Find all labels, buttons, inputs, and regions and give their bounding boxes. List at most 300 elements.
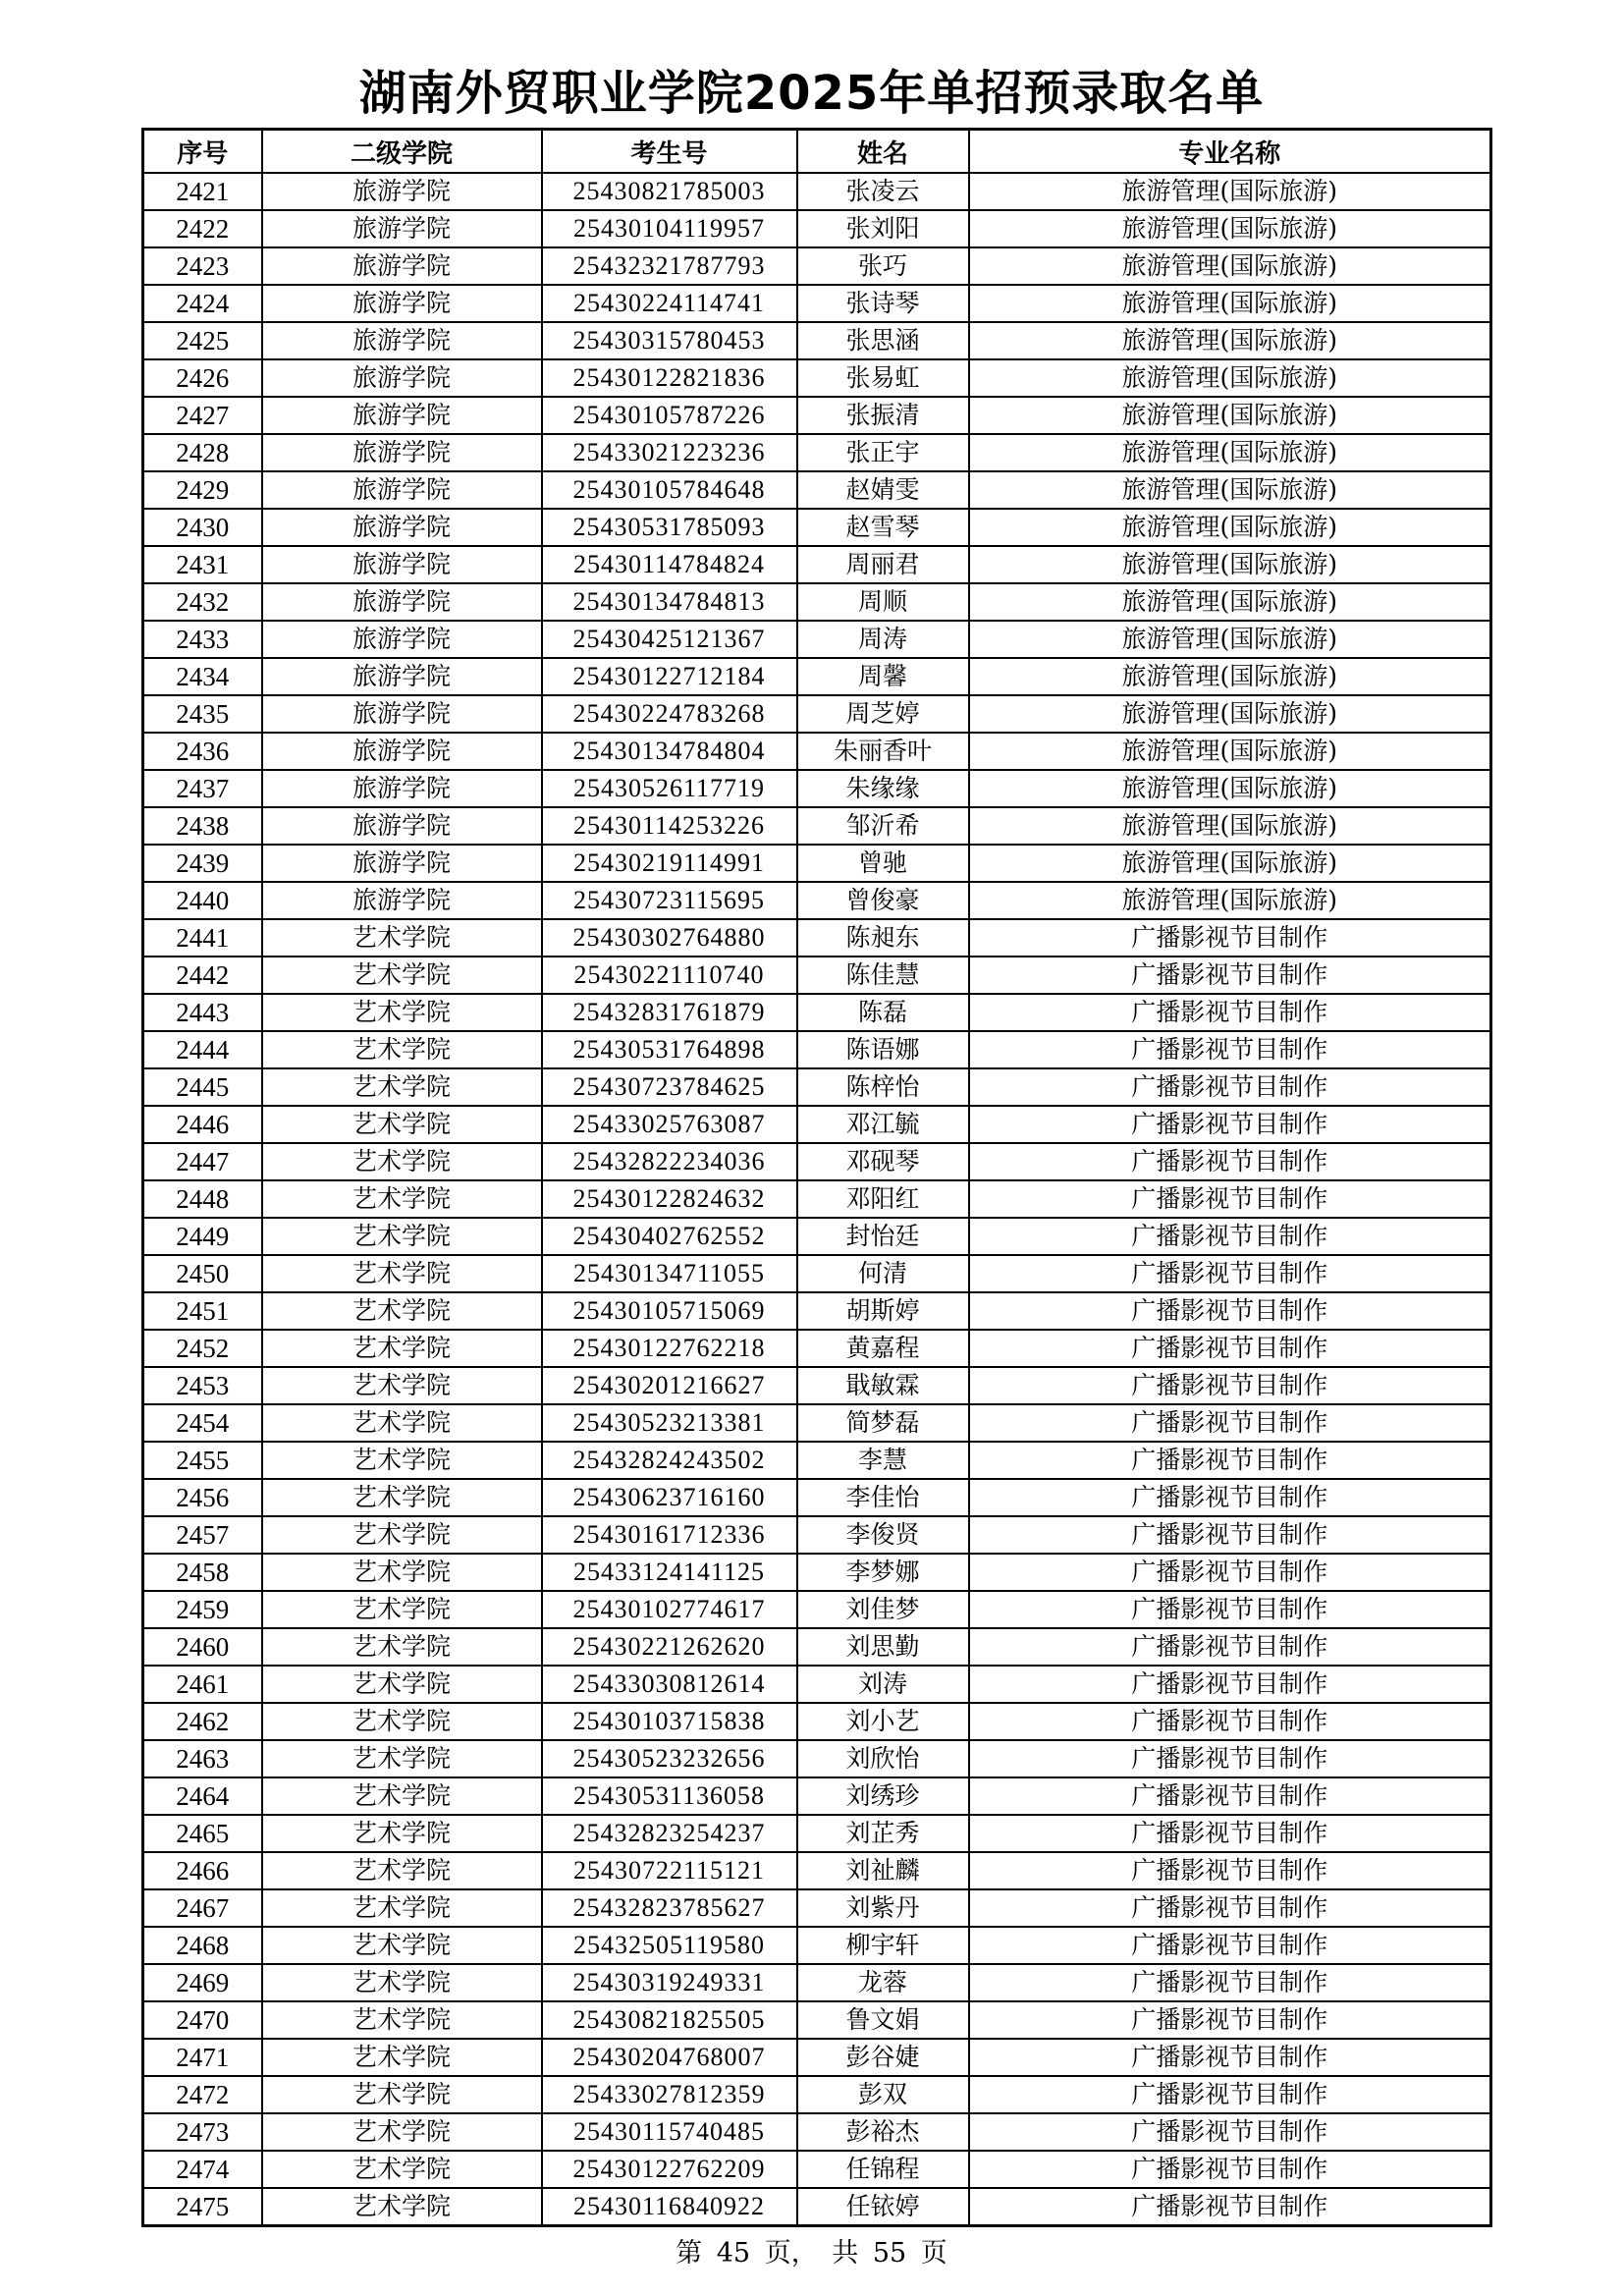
major-cell: 广播影视节目制作 xyxy=(969,2001,1491,2039)
college-cell: 艺术学院 xyxy=(262,919,542,957)
name-cell: 张振清 xyxy=(797,397,969,434)
college-cell: 艺术学院 xyxy=(262,1143,542,1180)
exam-id-cell: 25430122762209 xyxy=(542,2151,797,2188)
college-cell: 旅游学院 xyxy=(262,247,542,285)
college-cell: 艺术学院 xyxy=(262,2001,542,2039)
seq-cell: 2425 xyxy=(143,322,262,359)
major-cell: 旅游管理(国际旅游) xyxy=(969,322,1491,359)
college-cell: 艺术学院 xyxy=(262,1703,542,1740)
exam-id-cell: 25433021223236 xyxy=(542,434,797,471)
seq-cell: 2475 xyxy=(143,2188,262,2226)
table-row xyxy=(143,994,1491,1031)
name-cell: 张刘阳 xyxy=(797,210,969,247)
college-cell: 艺术学院 xyxy=(262,1815,542,1852)
exam-id-cell: 25430723115695 xyxy=(542,882,797,919)
major-cell: 广播影视节目制作 xyxy=(969,1218,1491,1255)
exam-id-cell: 25430219114991 xyxy=(542,845,797,882)
table-row xyxy=(143,845,1491,882)
table-row xyxy=(143,1852,1491,1889)
college-cell: 旅游学院 xyxy=(262,509,542,546)
exam-id-cell: 25430821825505 xyxy=(542,2001,797,2039)
exam-id-cell: 25430302764880 xyxy=(542,919,797,957)
name-cell: 周涛 xyxy=(797,621,969,658)
major-cell: 广播影视节目制作 xyxy=(969,1068,1491,1106)
seq-cell: 2457 xyxy=(143,1516,262,1554)
name-cell: 刘欣怡 xyxy=(797,1740,969,1777)
major-cell: 旅游管理(国际旅游) xyxy=(969,658,1491,695)
major-cell: 广播影视节目制作 xyxy=(969,919,1491,957)
major-cell: 旅游管理(国际旅游) xyxy=(969,509,1491,546)
table-row xyxy=(143,770,1491,807)
college-cell: 旅游学院 xyxy=(262,434,542,471)
exam-id-cell: 25432321787793 xyxy=(542,247,797,285)
name-cell: 曾驰 xyxy=(797,845,969,882)
major-cell: 广播影视节目制作 xyxy=(969,2188,1491,2226)
college-cell: 旅游学院 xyxy=(262,173,542,210)
table-row xyxy=(143,1964,1491,2001)
college-cell: 艺术学院 xyxy=(262,1591,542,1628)
exam-id-cell: 25430161712336 xyxy=(542,1516,797,1554)
college-cell: 旅游学院 xyxy=(262,471,542,509)
name-cell: 张凌云 xyxy=(797,173,969,210)
exam-id-cell: 25430531764898 xyxy=(542,1031,797,1068)
table-row xyxy=(143,919,1491,957)
table-row xyxy=(143,1255,1491,1292)
seq-cell: 2460 xyxy=(143,1628,262,1666)
exam-id-cell: 25432822234036 xyxy=(542,1143,797,1180)
exam-id-cell: 25432824243502 xyxy=(542,1442,797,1479)
table-row xyxy=(143,1404,1491,1442)
major-cell: 广播影视节目制作 xyxy=(969,1554,1491,1591)
exam-id-cell: 25432505119580 xyxy=(542,1927,797,1964)
name-cell: 邹沂希 xyxy=(797,807,969,845)
major-cell: 广播影视节目制作 xyxy=(969,1143,1491,1180)
exam-id-cell: 25430221262620 xyxy=(542,1628,797,1666)
table-row xyxy=(143,1106,1491,1143)
seq-cell: 2464 xyxy=(143,1777,262,1815)
major-cell: 旅游管理(国际旅游) xyxy=(969,733,1491,770)
college-cell: 旅游学院 xyxy=(262,359,542,397)
name-cell: 戢敏霖 xyxy=(797,1367,969,1404)
table-row xyxy=(143,733,1491,770)
seq-cell: 2458 xyxy=(143,1554,262,1591)
table-row xyxy=(143,2113,1491,2151)
major-cell: 广播影视节目制作 xyxy=(969,1628,1491,1666)
major-cell: 广播影视节目制作 xyxy=(969,1964,1491,2001)
major-cell: 广播影视节目制作 xyxy=(969,1106,1491,1143)
name-cell: 陈磊 xyxy=(797,994,969,1031)
seq-cell: 2467 xyxy=(143,1889,262,1927)
table-row xyxy=(143,957,1491,994)
seq-cell: 2446 xyxy=(143,1106,262,1143)
name-cell: 李佳怡 xyxy=(797,1479,969,1516)
seq-cell: 2436 xyxy=(143,733,262,770)
major-cell: 广播影视节目制作 xyxy=(969,1330,1491,1367)
major-cell: 广播影视节目制作 xyxy=(969,1927,1491,1964)
name-cell: 李慧 xyxy=(797,1442,969,1479)
major-cell: 旅游管理(国际旅游) xyxy=(969,210,1491,247)
name-cell: 彭谷婕 xyxy=(797,2039,969,2076)
college-cell: 艺术学院 xyxy=(262,1068,542,1106)
name-cell: 刘小艺 xyxy=(797,1703,969,1740)
seq-cell: 2423 xyxy=(143,247,262,285)
name-cell: 陈语娜 xyxy=(797,1031,969,1068)
college-cell: 艺术学院 xyxy=(262,1777,542,1815)
exam-id-cell: 25430122762218 xyxy=(542,1330,797,1367)
name-cell: 刘祉麟 xyxy=(797,1852,969,1889)
table-row xyxy=(143,658,1491,695)
college-cell: 艺术学院 xyxy=(262,1889,542,1927)
seq-cell: 2426 xyxy=(143,359,262,397)
college-cell: 艺术学院 xyxy=(262,1404,542,1442)
table-row xyxy=(143,1367,1491,1404)
table-row xyxy=(143,1703,1491,1740)
exam-id-cell: 25430315780453 xyxy=(542,322,797,359)
table-row xyxy=(143,509,1491,546)
major-cell: 广播影视节目制作 xyxy=(969,1889,1491,1927)
college-cell: 艺术学院 xyxy=(262,1740,542,1777)
exam-id-cell: 25430134784804 xyxy=(542,733,797,770)
seq-cell: 2440 xyxy=(143,882,262,919)
seq-cell: 2445 xyxy=(143,1068,262,1106)
exam-id-cell: 25430523232656 xyxy=(542,1740,797,1777)
name-cell: 赵雪琴 xyxy=(797,509,969,546)
college-cell: 艺术学院 xyxy=(262,1479,542,1516)
table-row xyxy=(143,882,1491,919)
table-row xyxy=(143,1516,1491,1554)
table-row xyxy=(143,173,1491,210)
exam-id-cell: 25430224114741 xyxy=(542,285,797,322)
table-row xyxy=(143,359,1491,397)
table-row xyxy=(143,1740,1491,1777)
exam-id-cell: 25430116840922 xyxy=(542,2188,797,2226)
college-cell: 艺术学院 xyxy=(262,1031,542,1068)
table-row xyxy=(143,1777,1491,1815)
college-cell: 旅游学院 xyxy=(262,210,542,247)
name-cell: 任锦程 xyxy=(797,2151,969,2188)
major-cell: 旅游管理(国际旅游) xyxy=(969,770,1491,807)
table-body xyxy=(143,173,1491,2226)
exam-id-cell: 25432823254237 xyxy=(542,1815,797,1852)
college-cell: 艺术学院 xyxy=(262,1255,542,1292)
seq-cell: 2466 xyxy=(143,1852,262,1889)
college-cell: 艺术学院 xyxy=(262,957,542,994)
name-cell: 黄嘉程 xyxy=(797,1330,969,1367)
major-cell: 广播影视节目制作 xyxy=(969,1852,1491,1889)
exam-id-cell: 25430204768007 xyxy=(542,2039,797,2076)
major-cell: 旅游管理(国际旅游) xyxy=(969,173,1491,210)
name-cell: 张巧 xyxy=(797,247,969,285)
seq-cell: 2434 xyxy=(143,658,262,695)
seq-cell: 2462 xyxy=(143,1703,262,1740)
exam-id-cell: 25432823785627 xyxy=(542,1889,797,1927)
college-cell: 旅游学院 xyxy=(262,770,542,807)
college-cell: 艺术学院 xyxy=(262,1330,542,1367)
major-cell: 广播影视节目制作 xyxy=(969,2076,1491,2113)
major-cell: 广播影视节目制作 xyxy=(969,1031,1491,1068)
seq-cell: 2455 xyxy=(143,1442,262,1479)
name-cell: 陈昶东 xyxy=(797,919,969,957)
name-cell: 李梦娜 xyxy=(797,1554,969,1591)
college-cell: 艺术学院 xyxy=(262,2076,542,2113)
exam-id-cell: 25433030812614 xyxy=(542,1666,797,1703)
table-row xyxy=(143,546,1491,583)
name-cell: 邓砚琴 xyxy=(797,1143,969,1180)
table-row xyxy=(143,2188,1491,2226)
name-cell: 周顺 xyxy=(797,583,969,621)
major-cell: 广播影视节目制作 xyxy=(969,1367,1491,1404)
table-row xyxy=(143,583,1491,621)
seq-cell: 2444 xyxy=(143,1031,262,1068)
name-cell: 鲁文娟 xyxy=(797,2001,969,2039)
exam-id-cell: 25430102774617 xyxy=(542,1591,797,1628)
college-cell: 艺术学院 xyxy=(262,1218,542,1255)
seq-cell: 2468 xyxy=(143,1927,262,1964)
major-cell: 旅游管理(国际旅游) xyxy=(969,247,1491,285)
page-title: 湖南外贸职业学院2025年单招预录取名单 xyxy=(358,66,1265,121)
exam-id-cell: 25430122821836 xyxy=(542,359,797,397)
table-row xyxy=(143,807,1491,845)
name-cell: 张正宇 xyxy=(797,434,969,471)
seq-cell: 2456 xyxy=(143,1479,262,1516)
major-cell: 广播影视节目制作 xyxy=(969,1777,1491,1815)
name-cell: 简梦磊 xyxy=(797,1404,969,1442)
name-cell: 曾俊豪 xyxy=(797,882,969,919)
major-cell: 旅游管理(国际旅游) xyxy=(969,434,1491,471)
name-cell: 陈梓怡 xyxy=(797,1068,969,1106)
seq-cell: 2439 xyxy=(143,845,262,882)
major-cell: 广播影视节目制作 xyxy=(969,2151,1491,2188)
major-cell: 广播影视节目制作 xyxy=(969,2039,1491,2076)
major-cell: 广播影视节目制作 xyxy=(969,1591,1491,1628)
seq-cell: 2472 xyxy=(143,2076,262,2113)
major-cell: 旅游管理(国际旅游) xyxy=(969,621,1491,658)
exam-id-cell: 25430722115121 xyxy=(542,1852,797,1889)
column-header-exam-id: 考生号 xyxy=(542,130,797,174)
major-cell: 广播影视节目制作 xyxy=(969,1815,1491,1852)
table-row xyxy=(143,2076,1491,2113)
exam-id-cell: 25433025763087 xyxy=(542,1106,797,1143)
seq-cell: 2431 xyxy=(143,546,262,583)
seq-cell: 2471 xyxy=(143,2039,262,2076)
name-cell: 陈佳慧 xyxy=(797,957,969,994)
major-cell: 广播影视节目制作 xyxy=(969,1404,1491,1442)
name-cell: 柳宇轩 xyxy=(797,1927,969,1964)
seq-cell: 2453 xyxy=(143,1367,262,1404)
table-row xyxy=(143,210,1491,247)
column-header-name: 姓名 xyxy=(797,130,969,174)
college-cell: 艺术学院 xyxy=(262,1106,542,1143)
table-row xyxy=(143,1628,1491,1666)
college-cell: 艺术学院 xyxy=(262,1666,542,1703)
seq-cell: 2443 xyxy=(143,994,262,1031)
name-cell: 邓江毓 xyxy=(797,1106,969,1143)
table-row xyxy=(143,2039,1491,2076)
college-cell: 旅游学院 xyxy=(262,658,542,695)
major-cell: 旅游管理(国际旅游) xyxy=(969,695,1491,733)
table-row xyxy=(143,621,1491,658)
college-cell: 艺术学院 xyxy=(262,1180,542,1218)
exam-id-cell: 25430221110740 xyxy=(542,957,797,994)
seq-cell: 2473 xyxy=(143,2113,262,2151)
exam-id-cell: 25430319249331 xyxy=(542,1964,797,2001)
seq-cell: 2441 xyxy=(143,919,262,957)
major-cell: 广播影视节目制作 xyxy=(969,1180,1491,1218)
major-cell: 旅游管理(国际旅游) xyxy=(969,546,1491,583)
table-row xyxy=(143,1180,1491,1218)
major-cell: 旅游管理(国际旅游) xyxy=(969,285,1491,322)
college-cell: 艺术学院 xyxy=(262,1964,542,2001)
seq-cell: 2442 xyxy=(143,957,262,994)
seq-cell: 2430 xyxy=(143,509,262,546)
table-row xyxy=(143,1031,1491,1068)
table-row xyxy=(143,1068,1491,1106)
table-row xyxy=(143,1554,1491,1591)
exam-id-cell: 25430623716160 xyxy=(542,1479,797,1516)
name-cell: 张易虹 xyxy=(797,359,969,397)
college-cell: 旅游学院 xyxy=(262,882,542,919)
major-cell: 广播影视节目制作 xyxy=(969,1479,1491,1516)
seq-cell: 2454 xyxy=(143,1404,262,1442)
college-cell: 旅游学院 xyxy=(262,546,542,583)
table-row xyxy=(143,1442,1491,1479)
admission-table xyxy=(141,128,1492,2227)
exam-id-cell: 25430531785093 xyxy=(542,509,797,546)
college-cell: 旅游学院 xyxy=(262,397,542,434)
name-cell: 刘思勤 xyxy=(797,1628,969,1666)
seq-cell: 2470 xyxy=(143,2001,262,2039)
seq-cell: 2463 xyxy=(143,1740,262,1777)
table-row xyxy=(143,1815,1491,1852)
seq-cell: 2474 xyxy=(143,2151,262,2188)
exam-id-cell: 25430105784648 xyxy=(542,471,797,509)
seq-cell: 2432 xyxy=(143,583,262,621)
name-cell: 周芝婷 xyxy=(797,695,969,733)
college-cell: 旅游学院 xyxy=(262,322,542,359)
name-cell: 刘芷秀 xyxy=(797,1815,969,1852)
college-cell: 艺术学院 xyxy=(262,994,542,1031)
college-cell: 艺术学院 xyxy=(262,2151,542,2188)
column-header-seq: 序号 xyxy=(143,130,262,174)
college-cell: 旅游学院 xyxy=(262,621,542,658)
college-cell: 旅游学院 xyxy=(262,695,542,733)
major-cell: 广播影视节目制作 xyxy=(969,1292,1491,1330)
exam-id-cell: 25430531136058 xyxy=(542,1777,797,1815)
name-cell: 封怡廷 xyxy=(797,1218,969,1255)
major-cell: 旅游管理(国际旅游) xyxy=(969,583,1491,621)
exam-id-cell: 25430104119957 xyxy=(542,210,797,247)
exam-id-cell: 25430114784824 xyxy=(542,546,797,583)
college-cell: 艺术学院 xyxy=(262,1367,542,1404)
table-row xyxy=(143,397,1491,434)
column-header-major: 专业名称 xyxy=(969,130,1491,174)
column-header-college: 二级学院 xyxy=(262,130,542,174)
exam-id-cell: 25430201216627 xyxy=(542,1367,797,1404)
seq-cell: 2428 xyxy=(143,434,262,471)
table-row xyxy=(143,434,1491,471)
major-cell: 广播影视节目制作 xyxy=(969,1516,1491,1554)
exam-id-cell: 25430105787226 xyxy=(542,397,797,434)
exam-id-cell: 25430134711055 xyxy=(542,1255,797,1292)
name-cell: 张思涵 xyxy=(797,322,969,359)
table-row xyxy=(143,247,1491,285)
name-cell: 赵婧雯 xyxy=(797,471,969,509)
major-cell: 旅游管理(国际旅游) xyxy=(969,471,1491,509)
college-cell: 旅游学院 xyxy=(262,733,542,770)
table-row xyxy=(143,1591,1491,1628)
seq-cell: 2438 xyxy=(143,807,262,845)
seq-cell: 2451 xyxy=(143,1292,262,1330)
name-cell: 刘佳梦 xyxy=(797,1591,969,1628)
college-cell: 艺术学院 xyxy=(262,1927,542,1964)
college-cell: 旅游学院 xyxy=(262,285,542,322)
name-cell: 刘紫丹 xyxy=(797,1889,969,1927)
exam-id-cell: 25430103715838 xyxy=(542,1703,797,1740)
table-row xyxy=(143,1292,1491,1330)
seq-cell: 2469 xyxy=(143,1964,262,2001)
college-cell: 旅游学院 xyxy=(262,807,542,845)
exam-id-cell: 25430526117719 xyxy=(542,770,797,807)
college-cell: 旅游学院 xyxy=(262,845,542,882)
name-cell: 刘绣珍 xyxy=(797,1777,969,1815)
table-row xyxy=(143,1889,1491,1927)
exam-id-cell: 25430122712184 xyxy=(542,658,797,695)
exam-id-cell: 25430105715069 xyxy=(542,1292,797,1330)
name-cell: 彭双 xyxy=(797,2076,969,2113)
exam-id-cell: 25430425121367 xyxy=(542,621,797,658)
seq-cell: 2447 xyxy=(143,1143,262,1180)
college-cell: 艺术学院 xyxy=(262,1516,542,1554)
major-cell: 广播影视节目制作 xyxy=(969,1666,1491,1703)
name-cell: 朱丽香叶 xyxy=(797,733,969,770)
table-row xyxy=(143,1479,1491,1516)
seq-cell: 2437 xyxy=(143,770,262,807)
major-cell: 旅游管理(国际旅游) xyxy=(969,397,1491,434)
seq-cell: 2421 xyxy=(143,173,262,210)
table-row xyxy=(143,285,1491,322)
seq-cell: 2435 xyxy=(143,695,262,733)
seq-cell: 2459 xyxy=(143,1591,262,1628)
major-cell: 广播影视节目制作 xyxy=(969,1703,1491,1740)
exam-id-cell: 25430134784813 xyxy=(542,583,797,621)
seq-cell: 2433 xyxy=(143,621,262,658)
college-cell: 旅游学院 xyxy=(262,583,542,621)
major-cell: 旅游管理(国际旅游) xyxy=(969,845,1491,882)
exam-id-cell: 25433124141125 xyxy=(542,1554,797,1591)
college-cell: 艺术学院 xyxy=(262,1554,542,1591)
name-cell: 李俊贤 xyxy=(797,1516,969,1554)
table-row xyxy=(143,1927,1491,1964)
college-cell: 艺术学院 xyxy=(262,1852,542,1889)
name-cell: 朱缘缘 xyxy=(797,770,969,807)
page-footer: 第 45 页， 共 55 页 xyxy=(676,2238,947,2269)
college-cell: 艺术学院 xyxy=(262,1442,542,1479)
name-cell: 周丽君 xyxy=(797,546,969,583)
table-row xyxy=(143,695,1491,733)
name-cell: 周馨 xyxy=(797,658,969,695)
major-cell: 广播影视节目制作 xyxy=(969,957,1491,994)
table-row xyxy=(143,2001,1491,2039)
table-row xyxy=(143,1330,1491,1367)
college-cell: 艺术学院 xyxy=(262,1292,542,1330)
exam-id-cell: 25430115740485 xyxy=(542,2113,797,2151)
major-cell: 旅游管理(国际旅游) xyxy=(969,359,1491,397)
exam-id-cell: 25430523213381 xyxy=(542,1404,797,1442)
major-cell: 广播影视节目制作 xyxy=(969,1255,1491,1292)
seq-cell: 2429 xyxy=(143,471,262,509)
major-cell: 旅游管理(国际旅游) xyxy=(969,807,1491,845)
name-cell: 龙蓉 xyxy=(797,1964,969,2001)
